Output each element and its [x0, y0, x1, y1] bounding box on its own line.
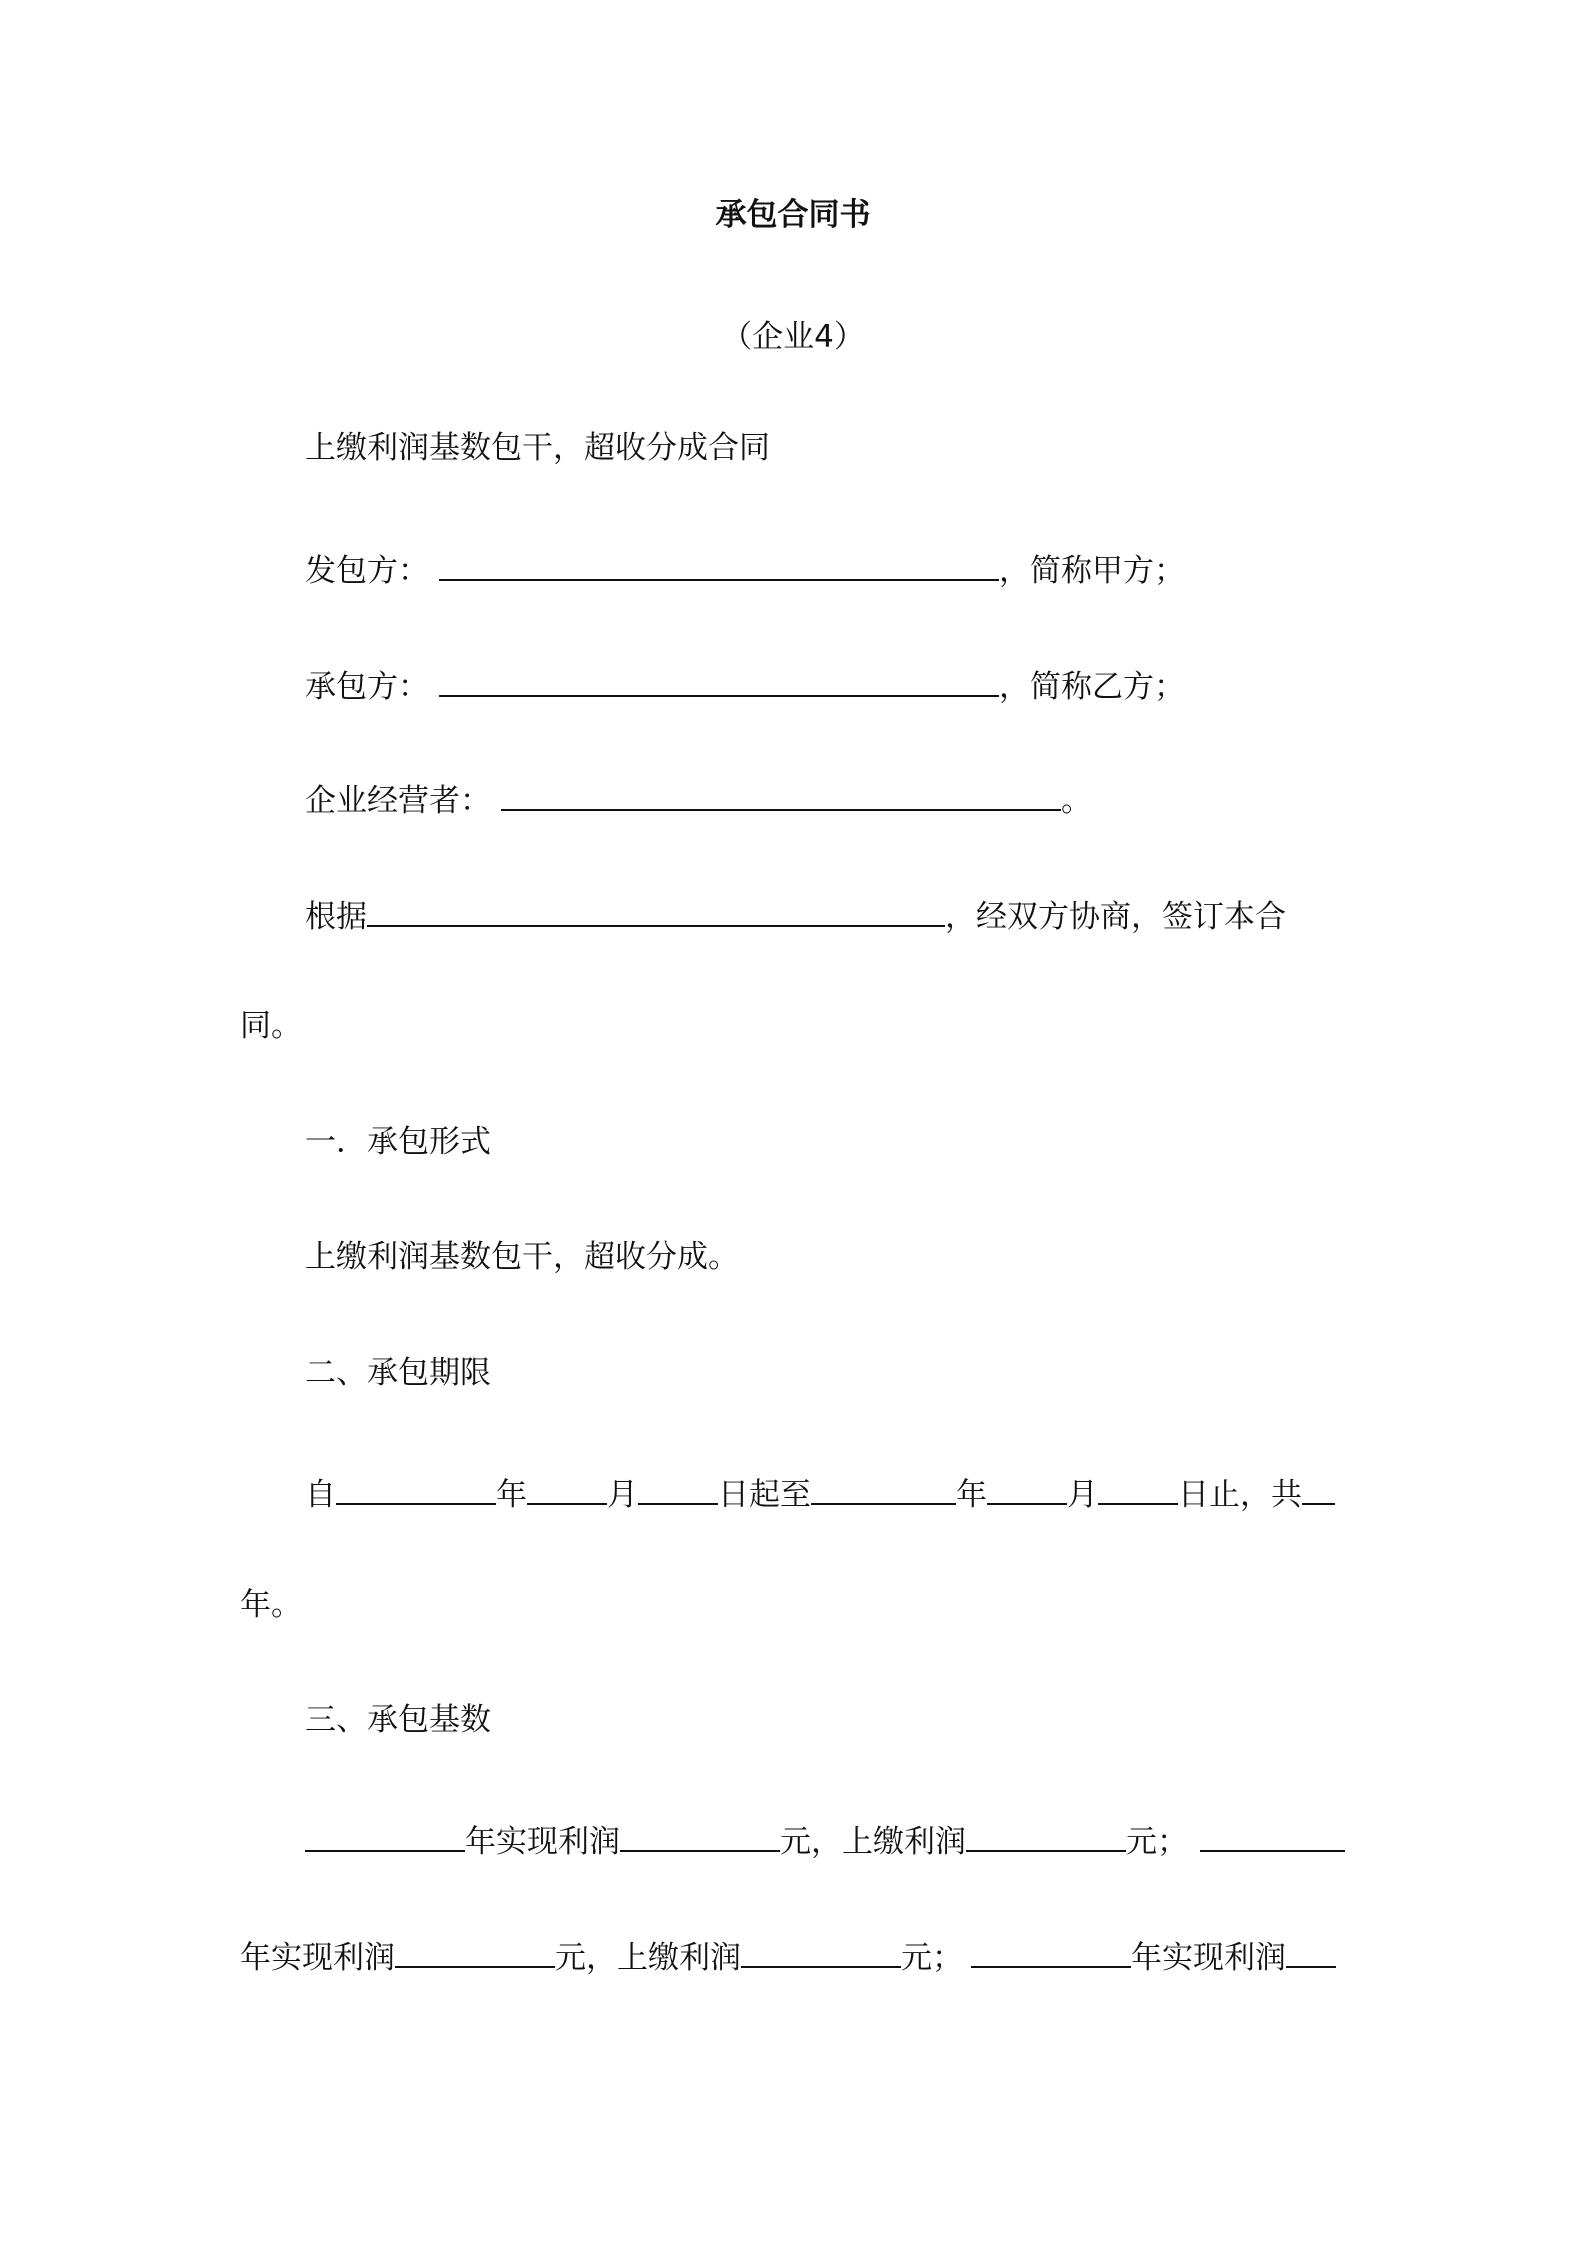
term-day-from: 日起至 [718, 1477, 811, 1513]
term-day-to: 日止，共 [1178, 1477, 1302, 1513]
section3-heading: 三、承包基数 [305, 1702, 491, 1738]
yuan-comma-1: 元，上缴利润 [780, 1824, 966, 1860]
party-a-line [305, 545, 1185, 591]
base-line-2 [240, 1932, 1336, 1978]
remit-2-blank[interactable] [741, 1932, 901, 1968]
yuan-semi-1: 元； [1126, 1824, 1188, 1860]
total-years-blank[interactable] [1302, 1469, 1335, 1505]
term-year-2: 年 [956, 1477, 987, 1513]
term-end: 年。 [240, 1587, 302, 1623]
section2-heading: 二、承包期限 [305, 1355, 491, 1391]
operator-blank[interactable] [501, 775, 1061, 811]
party-a-label: 发包方： [305, 553, 429, 589]
operator-label: 企业经营者： [305, 783, 491, 819]
term-line [305, 1469, 1335, 1515]
yuan-semi-2: 元； [901, 1940, 963, 1976]
start-year-blank[interactable] [336, 1469, 496, 1505]
realized-3: 年实现利润 [1131, 1940, 1286, 1976]
party-a-suffix: ，简称甲方； [999, 553, 1185, 589]
yuan-comma-2: 元，上缴利润 [555, 1940, 741, 1976]
party-b-suffix: ，简称乙方； [999, 669, 1185, 705]
end-year-blank[interactable] [811, 1469, 956, 1505]
realized-1: 年实现利润 [465, 1824, 620, 1860]
end-day-blank[interactable] [1098, 1469, 1178, 1505]
section1-heading: 一．承包形式 [305, 1124, 491, 1160]
basis-blank[interactable] [367, 891, 945, 927]
basis-line [305, 891, 1286, 937]
term-year-1: 年 [496, 1477, 527, 1513]
document-title: 承包合同书 [715, 197, 871, 233]
profit-2-blank[interactable] [395, 1932, 555, 1968]
operator-line [305, 775, 1092, 821]
term-month-1: 月 [607, 1477, 638, 1513]
term-from: 自 [305, 1477, 336, 1513]
contract-name: 上缴利润基数包干，超收分成合同 [305, 430, 770, 466]
year-1-blank[interactable] [305, 1816, 465, 1852]
profit-3-blank[interactable] [1286, 1932, 1336, 1968]
operator-suffix: 。 [1061, 783, 1092, 819]
document-subtitle: （企业4） [721, 319, 865, 355]
term-month-2: 月 [1067, 1477, 1098, 1513]
remit-1-blank[interactable] [966, 1816, 1126, 1852]
party-b-line [305, 661, 1185, 707]
year-3-blank[interactable] [971, 1932, 1131, 1968]
profit-1-blank[interactable] [620, 1816, 780, 1852]
basis-suffix: ，经双方协商，签订本合 [945, 899, 1286, 935]
party-b-label: 承包方： [305, 669, 429, 705]
basis-prefix: 根据 [305, 899, 367, 935]
party-b-blank[interactable] [439, 661, 999, 697]
base-line-1 [305, 1816, 1345, 1862]
party-a-blank[interactable] [439, 545, 999, 581]
end-month-blank[interactable] [987, 1469, 1067, 1505]
start-month-blank[interactable] [527, 1469, 607, 1505]
basis-continuation: 同。 [240, 1008, 302, 1044]
start-day-blank[interactable] [638, 1469, 718, 1505]
year-2-blank[interactable] [1200, 1816, 1345, 1852]
realized-2: 年实现利润 [240, 1940, 395, 1976]
section1-body: 上缴利润基数包干，超收分成。 [305, 1239, 739, 1275]
